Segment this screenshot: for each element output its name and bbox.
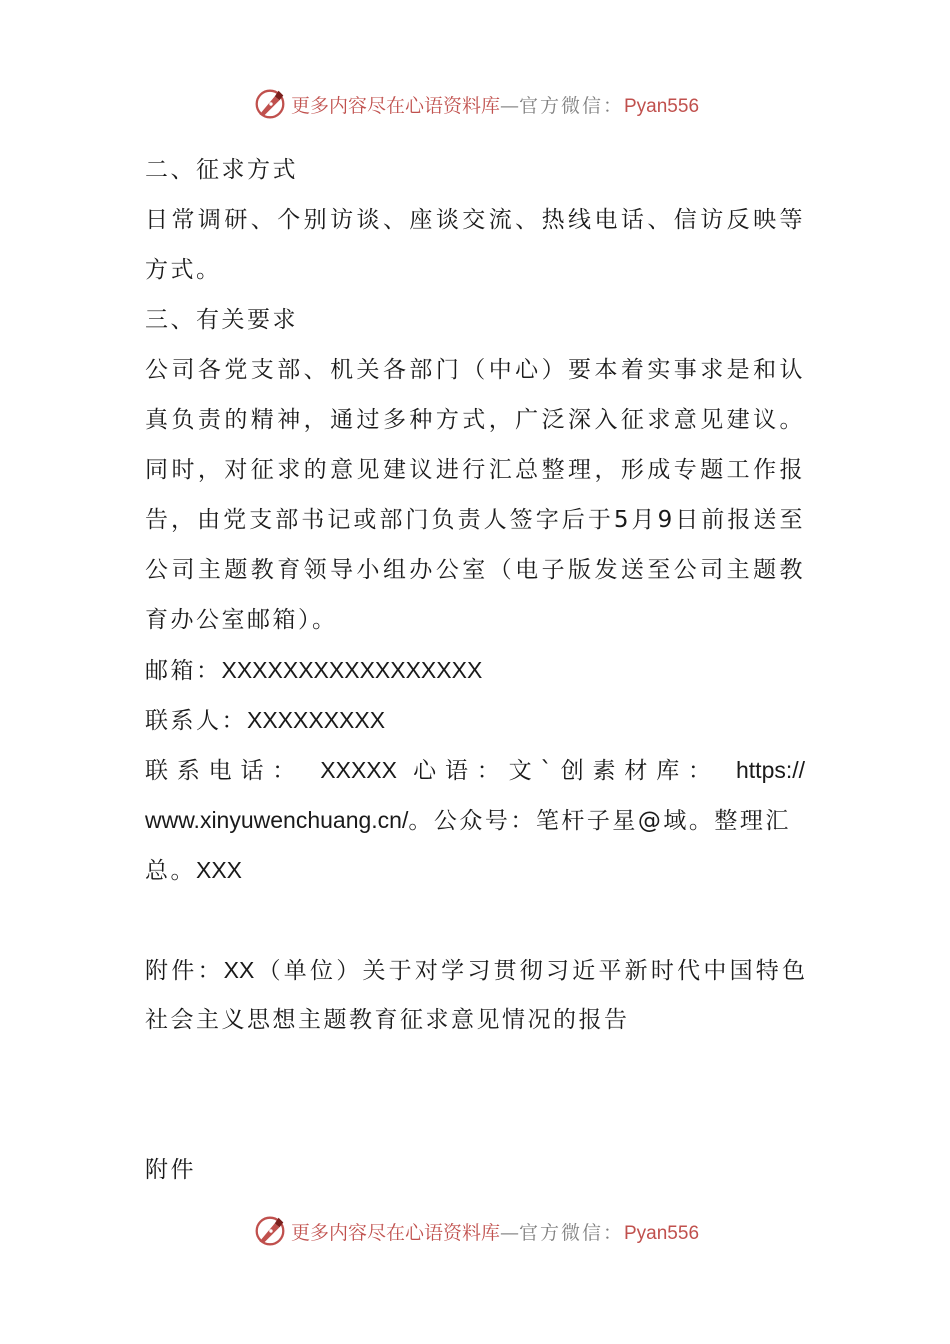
- watermark-label: 官方微信：: [518, 94, 624, 117]
- attachment-heading: 附件: [145, 1157, 196, 1183]
- watermark-main: 更多内容尽在心语资料库: [290, 1221, 500, 1244]
- contact-line: [145, 695, 805, 745]
- requirements-paragraph-line-4: 告，由党支部书记或部门负责人签字后于5月9日前报送至: [145, 507, 805, 533]
- phone-line-3-value: XXX: [196, 857, 243, 883]
- phone-mid-text: 心语：文`创素材库：: [413, 758, 720, 784]
- phone-value: XXXXX: [320, 757, 397, 783]
- requirements-paragraph-line-3: 同时，对征求的意见建议进行汇总整理，形成专题工作报: [145, 457, 805, 483]
- pen-nib-logo-icon: [251, 1212, 289, 1250]
- phone-line-2: [145, 795, 805, 845]
- email-label: 邮箱：: [145, 658, 222, 684]
- attachment-line-1: [145, 945, 805, 995]
- phone-line-2-rest: 。公众号：笔杆子星@域。整理汇: [408, 808, 791, 834]
- watermark-id: Pyan556: [624, 1222, 700, 1244]
- url-part-2: www.xinyuwenchuang.cn/: [145, 807, 409, 833]
- email-line: [145, 645, 805, 695]
- footer-watermark: [0, 1211, 950, 1251]
- methods-paragraph-line-2: 方式。: [145, 257, 222, 283]
- attachment-label: 附件：: [145, 958, 224, 984]
- watermark-label: 官方微信：: [518, 1221, 624, 1244]
- watermark-text: [291, 1218, 699, 1245]
- phone-line-3: [145, 845, 805, 895]
- contact-value: XXXXXXXXX: [247, 707, 386, 733]
- section-heading-methods: 二、征求方式: [145, 157, 298, 183]
- url-part-1: https://: [736, 757, 805, 783]
- requirements-paragraph-line-2: 真负责的精神，通过多种方式，广泛深入征求意见建议。: [145, 407, 805, 433]
- attachment-title-part-1: （单位）关于对学习贯彻习近平新时代中国特色: [254, 958, 805, 984]
- watermark-dash: —: [499, 1221, 519, 1244]
- pen-nib-logo-icon: [251, 85, 289, 123]
- document-body: [145, 145, 805, 1195]
- requirements-paragraph-line-1: 公司各党支部、机关各部门（中心）要本着实事求是和认: [145, 357, 805, 383]
- section-heading-requirements: 三、有关要求: [145, 307, 298, 333]
- watermark-id: Pyan556: [624, 95, 700, 117]
- email-value: XXXXXXXXXXXXXXXXX: [221, 657, 483, 683]
- attachment-code: XX: [223, 957, 255, 983]
- contact-label: 联系人：: [145, 708, 247, 734]
- watermark-text: [291, 91, 699, 118]
- watermark-main: 更多内容尽在心语资料库: [290, 94, 500, 117]
- requirements-paragraph-line-6: 育办公室邮箱）。: [145, 607, 338, 633]
- watermark-dash: —: [499, 94, 519, 117]
- phone-label: 联系电话：: [145, 758, 305, 784]
- requirements-paragraph-line-5: 公司主题教育领导小组办公室（电子版发送至公司主题教: [145, 557, 805, 583]
- methods-paragraph-line-1: 日常调研、个别访谈、座谈交流、热线电话、信访反映等: [145, 207, 805, 233]
- phone-line-3-prefix: 总。: [145, 858, 196, 884]
- attachment-line-2: 社会主义思想主题教育征求意见情况的报告: [145, 1007, 630, 1033]
- phone-line-1: [145, 745, 805, 795]
- header-watermark: [0, 84, 950, 124]
